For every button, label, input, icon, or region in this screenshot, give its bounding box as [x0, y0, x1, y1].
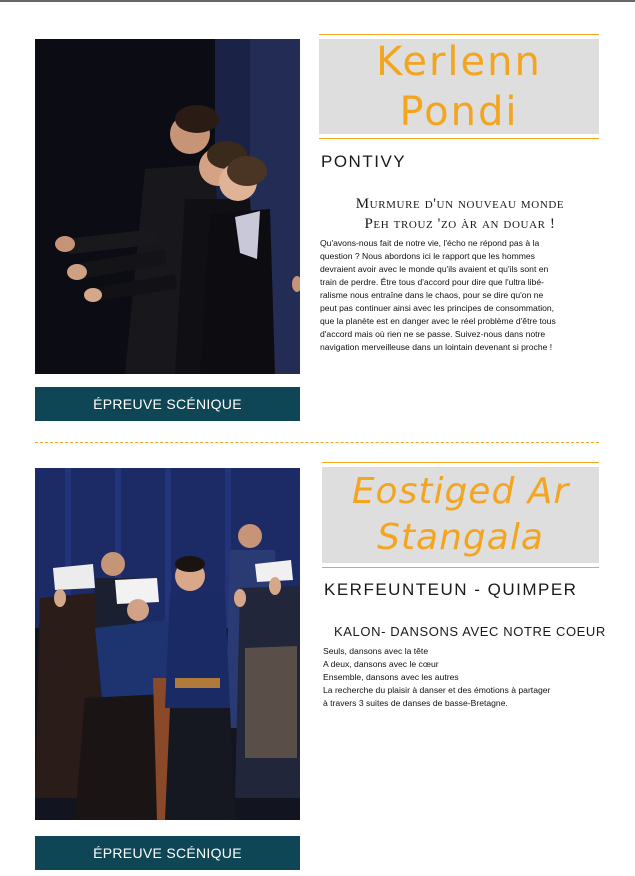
location-kerfeunteun-quimper: KERFEUNTEUN - QUIMPER: [324, 580, 578, 599]
description-line: peut pas continuer ainsi avec les principes de consommation,: [320, 303, 555, 313]
badge-epreuve-scenique-1: ÉPREUVE SCÉNIQUE: [35, 387, 300, 421]
location-pontivy: PONTIVY: [321, 152, 407, 171]
photo-kerlenn-pondi: [35, 39, 300, 374]
title-box-eostiged-ar-stangala: [322, 462, 599, 568]
description-line: Seuls, dansons avec la tête: [323, 646, 429, 656]
show-title-line: Peh trouz 'zo àr an douar !: [364, 216, 556, 232]
title-box-kerlenn-pondi: [319, 34, 599, 139]
title-line: Kerlenn: [376, 38, 542, 85]
description-line: Qu'avons-nous fait de notre vie, l'écho ne répond pas à la: [320, 238, 540, 248]
badge-epreuve-scenique-2: ÉPREUVE SCÉNIQUE: [35, 836, 300, 870]
description-line: question ? Nous abordons ici le rapport que les hommes: [320, 251, 535, 261]
description-line: La recherche du plaisir à danser et des émotions à partager: [323, 685, 551, 695]
description-line: navigation merveilleuse dans un lointain devenant si proche !: [320, 342, 553, 352]
description-line: à travers 3 suites de danses de basse-Bretagne.: [323, 698, 508, 708]
description-line: A deux, dansons avec le cœur: [323, 659, 439, 669]
description-line: Ensemble, dansons avec les autres: [323, 672, 459, 682]
description-line: d'accord mais où rien ne se passe. Suivez-nous dans notre: [320, 329, 546, 339]
top-rule: [0, 0, 635, 2]
title-line: Stangala: [377, 517, 544, 558]
description-line: que la planète est en danger avec le réel problème d'être tous: [320, 316, 556, 326]
title-line: Eostiged Ar: [351, 471, 570, 512]
section-divider: [35, 442, 599, 443]
description-2: [323, 645, 599, 710]
show-title-line: Murmure d'un nouveau monde: [355, 196, 565, 212]
title-eostiged-ar-stangala: [322, 467, 599, 563]
show-title-2: KALON- DANSONS AVEC NOTRE COEUR: [334, 624, 606, 639]
description-line: devraient avoir avec le monde qu'ils avaient et qu'ils sont en: [320, 264, 549, 274]
title-kerlenn-pondi: [319, 39, 599, 134]
photo-eostiged-ar-stangala: [35, 468, 300, 820]
title-line: Pondi: [399, 88, 519, 135]
description-line: ralisme nous entraîne dans le chaos, pour se dire qu'on ne: [320, 290, 544, 300]
show-title-1: [322, 194, 598, 234]
description-line: train de perdre. Être tous d'accord pour dire que l'ultra libé-: [320, 277, 544, 287]
description-1: [320, 237, 602, 354]
